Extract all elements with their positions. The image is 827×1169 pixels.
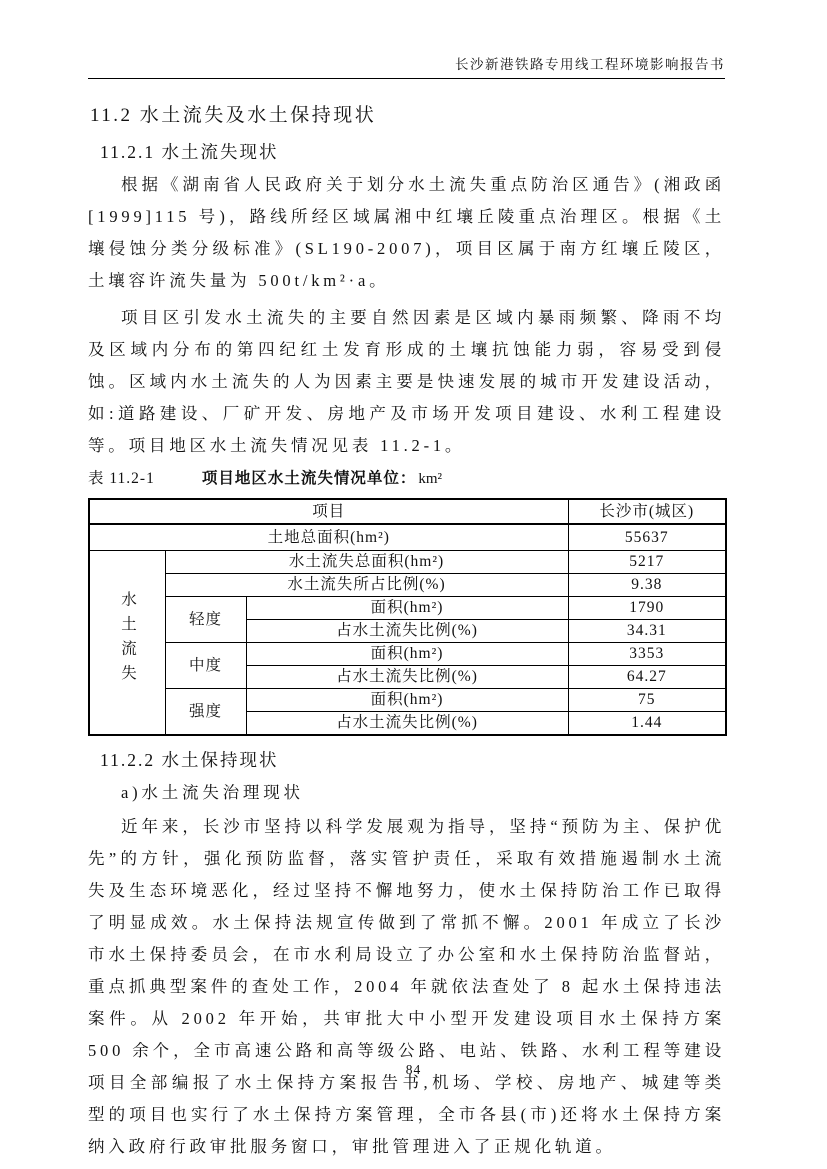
cell-strong-ratio-value: 1.44	[568, 712, 726, 736]
page-number: 84	[405, 1062, 422, 1077]
cell-medium-area-label: 面积(hm²)	[246, 643, 568, 666]
section-heading-11-2-1: 11.2.1 水土流失现状	[100, 142, 279, 162]
table-row-erosion-ratio	[89, 574, 726, 597]
table-caption-title: 项目地区水土流失情况单位：	[201, 470, 417, 487]
report-title: 长沙新港铁路专用线工程环境影响报告书	[88, 57, 725, 79]
cell-total-area-label: 水土流失总面积(hm²)	[165, 551, 568, 574]
cell-medium-ratio-value: 64.27	[568, 666, 726, 689]
cell-erosion-group	[89, 551, 165, 736]
table-row-light-area	[89, 597, 726, 620]
soil-erosion-table	[88, 498, 727, 736]
cell-total-ratio-value: 9.38	[568, 574, 726, 597]
header-cell-item: 项目	[89, 499, 568, 524]
section-heading-11-2-2: 11.2.2 水土保持现状	[100, 750, 279, 770]
cell-land-total-value: 55637	[568, 524, 726, 551]
paragraph-erosion-zoning: 根据《湖南省人民政府关于划分水土流失重点防治区通告》(湘政函[1999]115 号)，路线所经区域属湘中红壤丘陵重点治理区。根据《土壤侵蚀分类分级标准》(SL190-2007)，项目区属于南方红壤丘陵区，土壤容许流失量为 500t/km²·a。	[88, 175, 725, 290]
page-content	[88, 0, 725, 1163]
subitem-a-heading: a)水土流失治理现状	[121, 783, 304, 802]
cell-medium-area-value: 3353	[568, 643, 726, 666]
cell-medium-ratio-label: 占水土流失比例(%)	[246, 666, 568, 689]
cell-strong-area-label: 面积(hm²)	[246, 689, 568, 712]
cell-level-light: 轻度	[165, 597, 246, 643]
table-row-medium-area	[89, 643, 726, 666]
cell-light-ratio-label: 占水土流失比例(%)	[246, 620, 568, 643]
paragraph-conservation-status: 近年来，长沙市坚持以科学发展观为指导，坚持“预防为主、保护优先”的方针，强化预防监督，落实管护责任，采取有效措施遏制水土流失及生态环境恶化，经过坚持不懈地努力，使水土保持防治工作已取得了明显成效。水土保持法规宣传做到了常抓不懈。2001 年成立了长沙市水土保持委员会，在市水利局设立了办公室和水土保持防治监督站，重点抓典型案件的查处工作，2004 年就依法查处了 8 起水土保持违法案件。从 2002 年开始，共审批大中小型开发建设项目水土保持方案 500 余个，全市高速公路和高等级公路、电站、铁路、水利工程等建设项目全部编报了水土保持方案报告书,机场、学校、房地产、城建等类型的项目也实行了水土保持方案管理，全市各县(市)还将水土保持方案纳入政府行政审批服务窗口，审批管理进入了正规化轨道。	[88, 817, 725, 1156]
header-cell-region: 长沙市(城区)	[568, 499, 726, 524]
cell-level-medium: 中度	[165, 643, 246, 689]
cell-level-strong: 强度	[165, 689, 246, 736]
cell-light-ratio-value: 34.31	[568, 620, 726, 643]
cell-strong-ratio-label: 占水土流失比例(%)	[246, 712, 568, 736]
table-caption-label: 表 11.2-1	[88, 470, 155, 487]
cell-total-area-value: 5217	[568, 551, 726, 574]
cell-light-area-value: 1790	[568, 597, 726, 620]
page-header	[88, 0, 725, 79]
table-caption-unit: km²	[418, 471, 443, 487]
table-row-erosion-total-area	[89, 551, 726, 574]
cell-land-total-label: 土地总面积(hm²)	[89, 524, 568, 551]
erosion-group-label: 水土流失	[119, 590, 136, 689]
section-heading-11-2: 11.2 水土流失及水土保持现状	[90, 105, 377, 126]
cell-light-area-label: 面积(hm²)	[246, 597, 568, 620]
table-header-row	[89, 499, 726, 524]
cell-strong-area-value: 75	[568, 689, 726, 712]
table-row-land-total	[89, 524, 726, 551]
table-row-strong-area	[89, 689, 726, 712]
paragraph-erosion-causes: 项目区引发水土流失的主要自然因素是区域内暴雨频繁、降雨不均及区域内分布的第四纪红土发育形成的土壤抗蚀能力弱，容易受到侵蚀。区域内水土流失的人为因素主要是快速发展的城市开发建设活动，如:道路建设、厂矿开发、房地产及市场开发项目建设、水利工程建设等。项目地区水土流失情况见表 11.2-1。	[88, 308, 725, 455]
table-caption	[88, 466, 725, 490]
cell-total-ratio-label: 水土流失所占比例(%)	[165, 574, 568, 597]
